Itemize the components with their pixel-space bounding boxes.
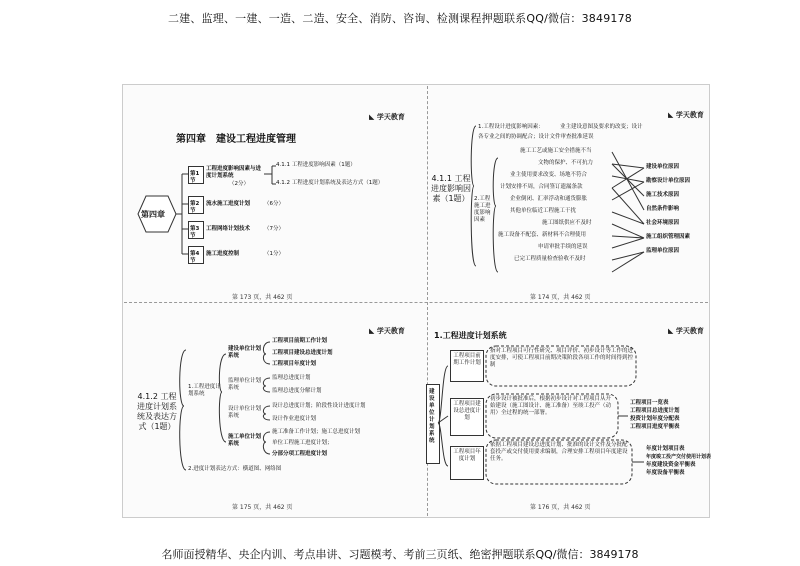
- group-name: 施工单位计划系统: [228, 434, 262, 447]
- page-number: 第 174 页，共 462 页: [530, 294, 591, 301]
- horizontal-divider: [124, 302, 708, 303]
- cause-item: 自然条件影响: [646, 206, 680, 212]
- group-item: 监理总进度计划: [272, 375, 311, 381]
- page-title: 1.工程进度计划系统: [434, 331, 507, 340]
- row-name-box: 工程项目年度计划: [450, 446, 484, 480]
- group-item: 设计作业进度计划: [272, 416, 317, 422]
- factor-item: 计划安排不周，合同签订遗漏条款: [500, 184, 583, 190]
- group-item: 单位工程施工进度计划；: [272, 440, 333, 446]
- row-description: 依据工程项目建设总进度计划、批准的设计文件及分批配套投产或交付使用要求编制，合理安排工程项目年度建设任务。: [490, 442, 628, 462]
- chapter-title: 第四章 建设工程进度管理: [176, 134, 296, 145]
- factor-item: 已完工程质量检查验收不及时: [514, 256, 586, 262]
- side-label-box: 建设单位计划系统: [426, 384, 440, 464]
- list2-item: 工程项目总进度计划: [630, 408, 680, 414]
- design-factor-text-a: 业主建设意图及要求的改变；设计: [560, 124, 643, 130]
- section-1-name: 工程进度影响因素与进度计划系统: [206, 166, 262, 179]
- brand-name: 学天教育: [675, 327, 704, 335]
- page-174: [430, 86, 706, 300]
- section-title: 4.1.1 工程进度影响因素（1题）: [431, 174, 471, 203]
- brand-icon: ◣: [668, 327, 674, 335]
- section-3-name: 工程网络计划技术: [206, 226, 251, 232]
- subsection-4-1-2: 4.1.2 工程进度计划系统及表达方式（1题）: [276, 180, 384, 186]
- page-number: 第 175 页，共 462 页: [232, 504, 293, 511]
- factor-item: 文物的保护、不可抗力: [538, 160, 594, 166]
- list2-item: 工程项目一览表: [630, 400, 669, 406]
- row-description: 初步设计被批准后，根据初步设计对工程项目从开始建设（施工图设计、施工准备）至竣工投产（动用）全过程的统一部署。: [490, 396, 612, 416]
- factor-item: 施工图纸供应不及时: [542, 220, 592, 226]
- subsection-4-1-1: 4.1.1 工程进度影响因素（1题）: [276, 162, 356, 168]
- factor-item: 施工设备不配套、新材料不合理使用: [498, 232, 587, 238]
- cause-item: 监理单位原因: [646, 248, 680, 254]
- page-number: 第 176 页，共 462 页: [530, 504, 591, 511]
- section-2-score: （6分）: [264, 201, 284, 207]
- list3-item: 年度设备平衡表: [646, 470, 685, 476]
- group-item: 工程项目年度计划: [272, 361, 317, 367]
- factor-item: 其他单位临近工程施工干扰: [510, 208, 577, 214]
- section-4-score: （1分）: [264, 251, 284, 257]
- row-description: 指对工程项目可行性研究、项目评价、初步设计等工作的进度安排，可使工程项目前期决策阶段各项工作的时间得到控制: [490, 348, 634, 368]
- section-3-tag: 第3节: [188, 221, 204, 239]
- p1-lines: [126, 86, 424, 300]
- group-item: 施工准备工作计划；施工总进度计划: [272, 429, 361, 435]
- group-item: 工程项目前期工作计划: [272, 338, 328, 344]
- brand-name: 学天教育: [376, 327, 405, 335]
- section-title: 4.1.2 工程进度计划系统及表达方式（1题）: [137, 392, 177, 431]
- section-1-tag: 第1节: [188, 166, 204, 184]
- factor-item: 施工工艺或施工安全措施不当: [520, 148, 592, 154]
- group-item: 监理总进度分解计划: [272, 388, 322, 394]
- brand-name: 学天教育: [376, 113, 405, 121]
- design-factor-text-b: 各专业之间的协调配合；设计文件审查批准延误: [478, 134, 594, 140]
- footer-banner: 名师面授精华、央企内训、考点串讲、习题模考、考前三页纸、绝密押题联系QQ/微信：3849178: [161, 548, 639, 561]
- construction-factor-label: 2.工程施工进度影响因素: [474, 196, 491, 223]
- factor-item: 申请审批手续的延误: [538, 244, 588, 250]
- section-2-name: 流水施工进度计划: [206, 201, 251, 207]
- list2-item: 工程项目进度平衡表: [630, 424, 680, 430]
- group-name: 监理单位计划系统: [228, 378, 262, 391]
- expression-methods: 2.进度计划表达方式：横道图、网络图: [188, 466, 282, 472]
- section-4-name: 施工进度控制: [206, 251, 240, 257]
- page-number: 第 173 页，共 462 页: [232, 294, 293, 301]
- list3-item: 年度计划项目表: [646, 446, 685, 452]
- group-name: 设计单位计划系统: [228, 406, 262, 419]
- factor-item: 业主使用要求改变、场地不符合: [510, 172, 588, 178]
- section-4-tag: 第4节: [188, 246, 204, 264]
- section-1-score: （2分）: [229, 181, 249, 187]
- group-item: 分部分项工程进度计划: [272, 451, 328, 457]
- list2-item: 投资计划年度分配表: [630, 416, 680, 422]
- group-item: 工程项目建设总进度计划: [272, 350, 333, 356]
- cause-item: 勘察设计单位原因: [646, 178, 691, 184]
- row-name-box: 工程项目建设总进度计划: [450, 398, 484, 436]
- plan-system-label: 1.工程进度计划系统: [188, 384, 221, 397]
- group-name: 建设单位计划系统: [228, 346, 262, 359]
- list3-item: 年度建设资金平衡表: [646, 462, 696, 468]
- cause-item: 社会环境原因: [646, 220, 680, 226]
- section-2-tag: 第2节: [188, 196, 204, 214]
- cause-item: 建设单位原因: [646, 164, 680, 170]
- list3-item: 年度竣工投产交付使用计划表: [646, 454, 712, 460]
- cause-item: 施工组织管理因素: [646, 234, 691, 240]
- page-173: [126, 86, 424, 300]
- group-item: 设计总进度计划；阶段性设计进度计划: [272, 403, 366, 409]
- brand-name: 学天教育: [675, 111, 704, 119]
- cause-item: 施工技术原因: [646, 192, 680, 198]
- chapter-center: 第四章: [141, 210, 165, 219]
- brand-icon: ◣: [668, 111, 674, 119]
- brand-icon: ◣: [369, 327, 375, 335]
- brand-icon: ◣: [369, 113, 375, 121]
- design-factor-label: 1.工程设计进度影响因素：: [478, 124, 544, 130]
- factor-item: 企业倒闭、汇率浮动和通货膨胀: [510, 196, 588, 202]
- header-banner: 二建、监理、一建、一造、二造、安全、消防、咨询、检测课程押题联系QQ/微信：3849178: [167, 12, 632, 25]
- row-name-box: 工程项目前期工作计划: [450, 350, 484, 382]
- section-3-score: （7分）: [264, 226, 284, 232]
- page-175: [126, 306, 424, 514]
- page-176: [429, 306, 712, 514]
